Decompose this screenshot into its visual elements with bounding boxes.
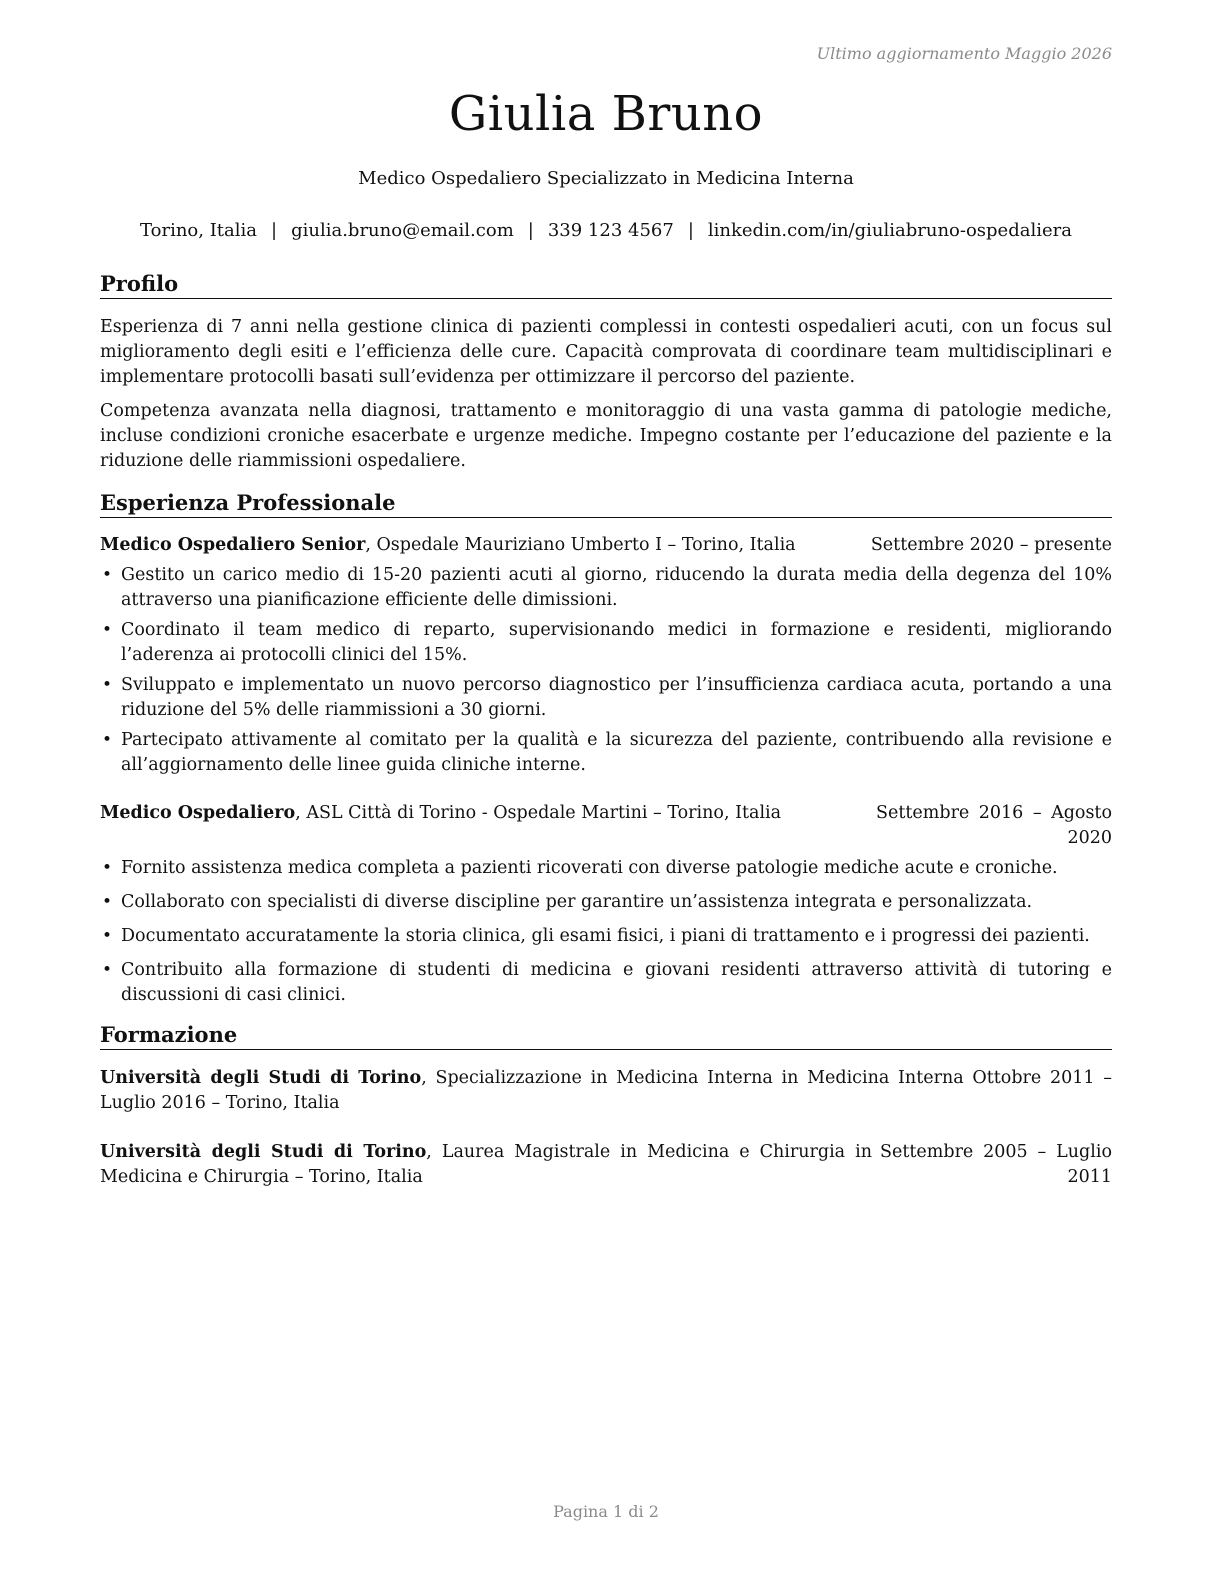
contact-location: Torino, Italia (140, 220, 258, 241)
profile-paragraph: Competenza avanzata nella diagnosi, trattamento e monitoraggio di una vasta gamma di patologie mediche, incluse condizioni croniche esacerbate e urgenze mediche. Impegno costante per l’educazione del paziente e la riduzione delle riammissioni ospedaliere. (100, 401, 1112, 471)
job-employer: , Ospedale Mauriziano Umberto I – Torino, Italia (365, 535, 796, 555)
job-dates: Settembre 2020 – presente (870, 535, 1112, 555)
education-school: Università degli Studi di Torino (100, 1068, 422, 1088)
list-item: • Contribuito alla formazione di studenti di medicina e giovani residenti attraverso attività di tutoring e discussioni di casi clinici. (100, 958, 1112, 1008)
contact-separator: | (687, 220, 694, 241)
job-bullet-list (100, 563, 1112, 778)
contact-line (100, 220, 1112, 241)
list-item: • Partecipato attivamente al comitato per la qualità e la sicurezza del paziente, contribuendo alla revisione e all’aggiornamento delle linee guida cliniche interne. (100, 728, 1112, 778)
education-entry (100, 1140, 1112, 1190)
page-number: Pagina 1 di 2 (553, 1502, 659, 1521)
contact-phone[interactable]: 339 123 4567 (547, 220, 674, 241)
section-title-experience: Esperienza Professionale (100, 490, 1112, 518)
job-header (100, 801, 1112, 848)
list-item: • Coordinato il team medico di reparto, supervisionando medici in formazione e residenti, migliorando l’aderenza ai protocolli clinici del 15%. (100, 618, 1112, 668)
profile-paragraph: Esperienza di 7 anni nella gestione clinica di pazienti complessi in contesti ospedalieri acuti, con un focus sul miglioramento degli esiti e l’efficienza delle cure. Capacità comprovata di coordinare team multidisciplinari e implementare protocolli basati sull’evidenza per ottimizzare il percorso del paziente. (100, 317, 1112, 387)
contact-email[interactable]: giulia.bruno@email.com (291, 220, 514, 241)
job-dates: Settembre 2016 – Agosto 2020 (876, 803, 1112, 848)
education-entry (100, 1066, 1112, 1116)
section-title-profile: Profilo (100, 271, 1112, 299)
job-role: Medico Ospedaliero (100, 803, 296, 823)
education-detail: , Laurea Magistrale in Medicina e Chirurgia in Medicina e Chirurgia – Torino, Italia (100, 1142, 872, 1187)
list-item: • Fornito assistenza medica completa a pazienti ricoverati con diverse patologie mediche acute e croniche. (100, 856, 1112, 881)
contact-linkedin[interactable]: linkedin.com/in/giuliabruno-ospedaliera (707, 220, 1072, 241)
education-school: Università degli Studi di Torino (100, 1142, 427, 1162)
list-item: • Sviluppato e implementato un nuovo percorso diagnostico per l’insufficienza cardiaca acuta, portando a una riduzione del 5% delle riammissioni a 30 giorni. (100, 673, 1112, 723)
job-role: Medico Ospedaliero Senior (100, 535, 366, 555)
candidate-name: Giulia Bruno (448, 86, 764, 142)
last-updated: Ultimo aggiornamento Maggio 2026 (816, 44, 1112, 63)
list-item: • Gestito un carico medio di 15-20 pazienti acuti al giorno, riducendo la durata media della degenza del 10% attraverso una pianificazione efficiente delle dimissioni. (100, 563, 1112, 613)
contact-separator: | (527, 220, 534, 241)
candidate-title: Medico Ospedaliero Specializzato in Medicina Interna (358, 168, 854, 189)
section-title-education: Formazione (100, 1022, 1112, 1050)
resume-page (100, 0, 1112, 1584)
education-dates: Settembre 2005 – Luglio 2011 (880, 1142, 1112, 1187)
education-detail: , Specializzazione in Medicina Interna in Medicina Interna Ottobre 2011 – Luglio 2016 – Torino, Italia (100, 1068, 1112, 1113)
job-header (100, 533, 1112, 558)
list-item: • Collaborato con specialisti di diverse discipline per garantire un’assistenza integrata e personalizzata. (100, 890, 1112, 915)
list-item: • Documentato accuratamente la storia clinica, gli esami fisici, i piani di trattamento e i progressi dei pazienti. (100, 924, 1112, 949)
job-bullet-list (100, 856, 1112, 1008)
job-employer: , ASL Città di Torino - Ospedale Martini – Torino, Italia (295, 803, 782, 823)
contact-separator: | (271, 220, 278, 241)
